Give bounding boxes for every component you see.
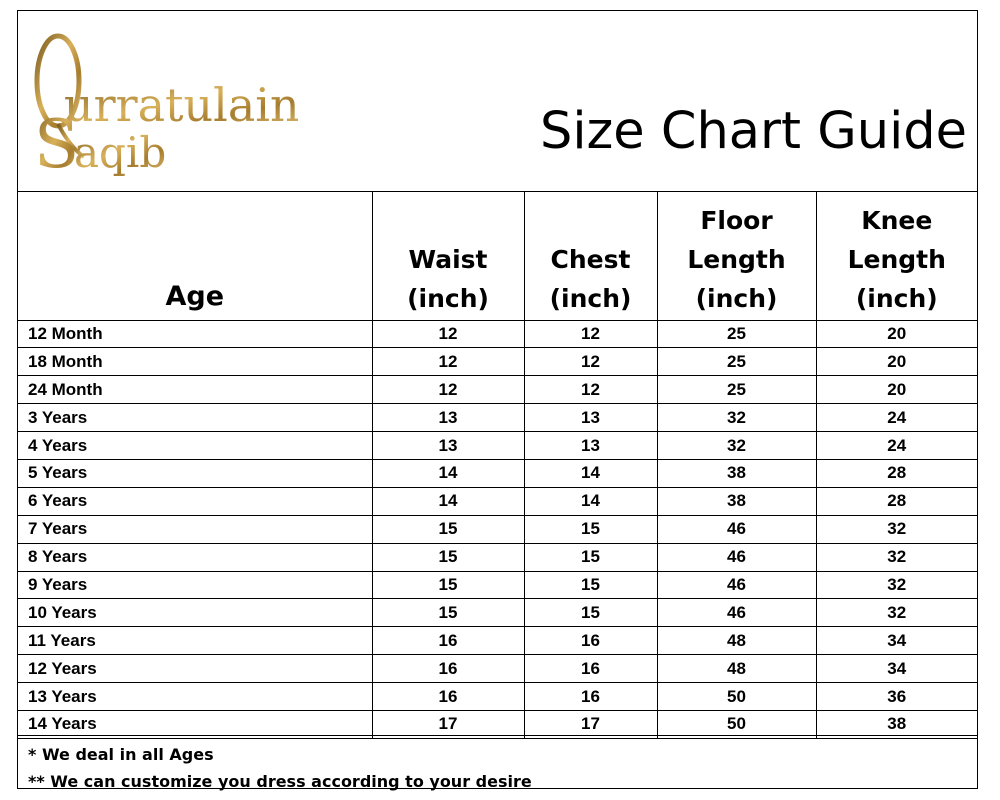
cell-chest: 12 bbox=[524, 376, 657, 404]
cell-floor: 48 bbox=[657, 627, 816, 655]
cell-floor: 50 bbox=[657, 683, 816, 711]
cell-chest: 13 bbox=[524, 432, 657, 460]
cell-waist: 12 bbox=[372, 376, 524, 404]
header bbox=[18, 11, 977, 192]
cell-waist: 15 bbox=[372, 571, 524, 599]
cell-floor: 25 bbox=[657, 348, 816, 376]
cell-age: 11 Years bbox=[18, 627, 372, 655]
cell-waist: 16 bbox=[372, 627, 524, 655]
cell-age: 13 Years bbox=[18, 683, 372, 711]
cell-chest: 15 bbox=[524, 515, 657, 543]
table-row bbox=[18, 683, 977, 711]
size-chart-document bbox=[17, 10, 978, 789]
cell-knee: 28 bbox=[816, 459, 977, 487]
cell-floor: 46 bbox=[657, 515, 816, 543]
cell-floor: 46 bbox=[657, 543, 816, 571]
cell-waist: 16 bbox=[372, 655, 524, 683]
cell-knee: 32 bbox=[816, 515, 977, 543]
cell-waist: 12 bbox=[372, 320, 524, 348]
svg-text:S: S bbox=[34, 106, 80, 179]
table-row bbox=[18, 376, 977, 404]
page-title: Size Chart Guide bbox=[539, 102, 967, 161]
cell-waist: 16 bbox=[372, 683, 524, 711]
cell-knee: 28 bbox=[816, 487, 977, 515]
cell-floor: 32 bbox=[657, 432, 816, 460]
cell-chest: 16 bbox=[524, 683, 657, 711]
cell-waist: 15 bbox=[372, 599, 524, 627]
cell-waist: 17 bbox=[372, 710, 524, 738]
cell-chest: 15 bbox=[524, 543, 657, 571]
col-header-age: Age bbox=[18, 192, 372, 320]
col-header-knee-length: Knee Length (inch) bbox=[816, 192, 977, 320]
table-row bbox=[18, 348, 977, 376]
cell-age: 6 Years bbox=[18, 487, 372, 515]
cell-floor: 25 bbox=[657, 320, 816, 348]
brand-logo bbox=[28, 29, 298, 179]
cell-knee: 36 bbox=[816, 683, 977, 711]
table-row bbox=[18, 320, 977, 348]
table-row bbox=[18, 459, 977, 487]
table-row bbox=[18, 655, 977, 683]
table-row bbox=[18, 487, 977, 515]
cell-waist: 12 bbox=[372, 348, 524, 376]
table-row bbox=[18, 571, 977, 599]
cell-waist: 14 bbox=[372, 459, 524, 487]
cell-age: 12 Month bbox=[18, 320, 372, 348]
footnotes bbox=[18, 735, 977, 795]
cell-chest: 14 bbox=[524, 459, 657, 487]
cell-age: 9 Years bbox=[18, 571, 372, 599]
cell-age: 14 Years bbox=[18, 710, 372, 738]
table-row bbox=[18, 599, 977, 627]
cell-chest: 16 bbox=[524, 655, 657, 683]
cell-knee: 32 bbox=[816, 571, 977, 599]
cell-floor: 46 bbox=[657, 599, 816, 627]
svg-text:urratulain: urratulain bbox=[64, 78, 298, 132]
table-row bbox=[18, 543, 977, 571]
table-header-row bbox=[18, 192, 977, 320]
cell-knee: 34 bbox=[816, 655, 977, 683]
cell-floor: 46 bbox=[657, 571, 816, 599]
cell-waist: 14 bbox=[372, 487, 524, 515]
footnote-ages: * We deal in all Ages bbox=[28, 745, 214, 764]
cell-floor: 38 bbox=[657, 487, 816, 515]
cell-age: 7 Years bbox=[18, 515, 372, 543]
cell-age: 3 Years bbox=[18, 404, 372, 432]
cell-knee: 20 bbox=[816, 348, 977, 376]
cell-age: 5 Years bbox=[18, 459, 372, 487]
table-row bbox=[18, 404, 977, 432]
brand-logo-mark bbox=[28, 29, 298, 179]
cell-floor: 25 bbox=[657, 376, 816, 404]
table-body bbox=[18, 320, 977, 738]
cell-knee: 32 bbox=[816, 543, 977, 571]
cell-chest: 12 bbox=[524, 348, 657, 376]
cell-knee: 32 bbox=[816, 599, 977, 627]
cell-chest: 13 bbox=[524, 404, 657, 432]
cell-waist: 13 bbox=[372, 404, 524, 432]
col-header-waist: Waist (inch) bbox=[372, 192, 524, 320]
footnote-customize: ** We can customize you dress according to your desire bbox=[28, 772, 532, 791]
cell-knee: 20 bbox=[816, 376, 977, 404]
cell-age: 8 Years bbox=[18, 543, 372, 571]
cell-chest: 12 bbox=[524, 320, 657, 348]
cell-chest: 15 bbox=[524, 571, 657, 599]
cell-knee: 34 bbox=[816, 627, 977, 655]
cell-floor: 48 bbox=[657, 655, 816, 683]
cell-knee: 20 bbox=[816, 320, 977, 348]
cell-age: 12 Years bbox=[18, 655, 372, 683]
cell-age: 24 Month bbox=[18, 376, 372, 404]
col-header-floor-length: Floor Length (inch) bbox=[657, 192, 816, 320]
cell-age: 18 Month bbox=[18, 348, 372, 376]
table-row bbox=[18, 432, 977, 460]
cell-floor: 32 bbox=[657, 404, 816, 432]
cell-age: 10 Years bbox=[18, 599, 372, 627]
table-row bbox=[18, 515, 977, 543]
cell-floor: 50 bbox=[657, 710, 816, 738]
svg-text:aqib: aqib bbox=[74, 128, 167, 177]
cell-waist: 13 bbox=[372, 432, 524, 460]
size-chart-table bbox=[18, 192, 977, 739]
table-row bbox=[18, 627, 977, 655]
cell-knee: 24 bbox=[816, 404, 977, 432]
cell-chest: 16 bbox=[524, 627, 657, 655]
cell-chest: 15 bbox=[524, 599, 657, 627]
cell-chest: 14 bbox=[524, 487, 657, 515]
cell-waist: 15 bbox=[372, 543, 524, 571]
cell-chest: 17 bbox=[524, 710, 657, 738]
cell-knee: 24 bbox=[816, 432, 977, 460]
cell-floor: 38 bbox=[657, 459, 816, 487]
cell-waist: 15 bbox=[372, 515, 524, 543]
cell-age: 4 Years bbox=[18, 432, 372, 460]
cell-knee: 38 bbox=[816, 710, 977, 738]
col-header-chest: Chest (inch) bbox=[524, 192, 657, 320]
